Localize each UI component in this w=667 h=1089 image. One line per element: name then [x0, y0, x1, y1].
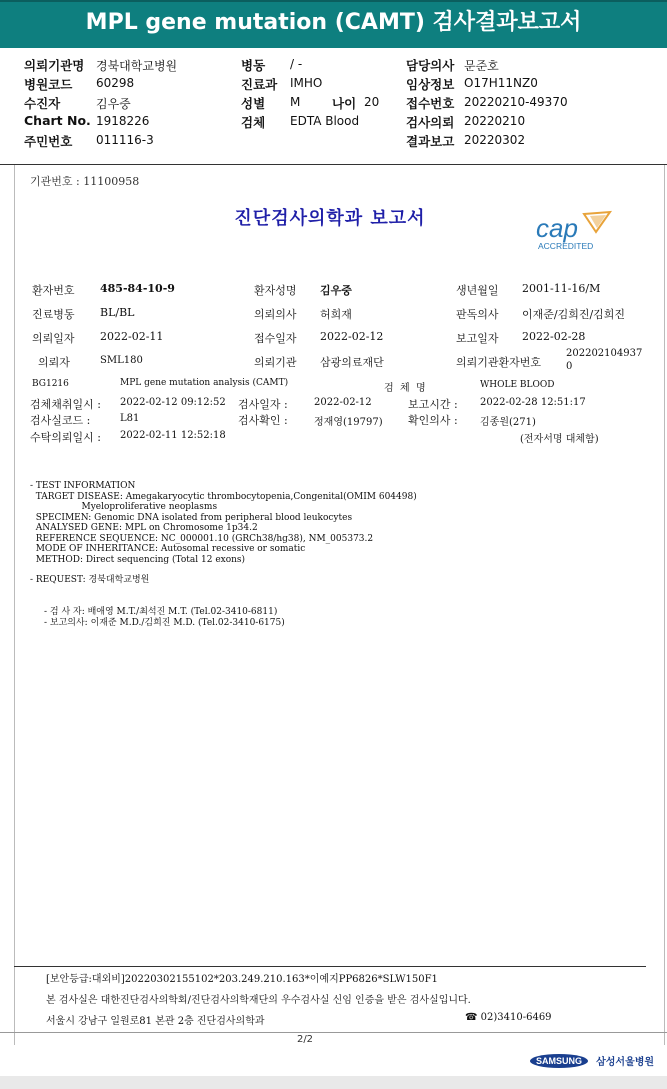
- label-requesting-institution: 의뢰기관명: [24, 58, 85, 73]
- value-ward: / -: [290, 57, 303, 71]
- staff-reporting-doctor: - 보고의사: 이재준 M.D./김희진 M.D. (Tel.02-3410-6175): [44, 618, 285, 628]
- test-info-inheritance: MODE OF INHERITANCE: Autosomal recessive or somatic: [30, 544, 306, 554]
- label-requester: 의뢰자: [38, 356, 70, 369]
- value-lab-code: L81: [120, 413, 140, 424]
- value-requesting-agency: 삼광의료재단: [320, 356, 384, 369]
- samsung-badge: SAMSUNG: [530, 1054, 588, 1068]
- label-requesting-doctor: 의뢰의사: [254, 308, 297, 321]
- label-chart-no: Chart No.: [24, 113, 91, 128]
- value-clinical-info: O17H11NZ0: [464, 76, 538, 90]
- test-info-target-disease: TARGET DISEASE: Amegakaryocytic thrombocytopenia,Congenital(OMIM 604498): [30, 491, 417, 502]
- label-patient-name: 환자성명: [254, 284, 297, 297]
- label-agency-patient-number: 의뢰기관환자번호: [456, 356, 542, 369]
- right-border: [664, 165, 665, 1045]
- value-chart-no: 1918226: [96, 114, 150, 128]
- value-consignment-time: 2022-02-11 12:52:18: [120, 430, 226, 441]
- label-test-date: 검사일자 :: [238, 398, 288, 411]
- footer-certification: 본 검사실은 대한진단검사의학회/진단검사의학재단의 우수검사실 신임 인증을 받은 검사실입니다.: [46, 995, 471, 1006]
- test-info-specimen: SPECIMEN: Genomic DNA isolated from peripheral blood leukocytes: [30, 512, 353, 523]
- label-result-report: 결과보고: [406, 134, 455, 149]
- value-department: IMHO: [290, 76, 323, 90]
- report-heading: 진단검사의학과 보고서: [234, 208, 426, 229]
- label-confirming-doctor: 확인의사 :: [408, 414, 458, 427]
- label-clinical-info: 임상정보: [406, 77, 455, 92]
- label-receipt-number: 접수번호: [406, 96, 455, 111]
- value-age: 20: [364, 95, 380, 109]
- test-code: BG1216: [32, 379, 69, 389]
- label-age: 나이: [332, 96, 357, 111]
- label-test-confirm: 검사확인 :: [238, 414, 288, 427]
- label-report-time: 보고시간 :: [408, 398, 458, 411]
- bottom-strip: [0, 1076, 667, 1089]
- value-report-date: 2022-02-28: [522, 330, 586, 343]
- label-receipt-date: 접수일자: [254, 332, 297, 345]
- value-requester: SML180: [100, 355, 143, 366]
- test-info-gene: ANALYSED GENE: MPL on Chromosome 1p34.2: [30, 523, 258, 533]
- label-specimen-name: 검 체 명: [384, 383, 426, 394]
- value-receipt-date: 2022-02-12: [320, 330, 384, 343]
- value-specimen: EDTA Blood: [290, 114, 360, 128]
- institution-number: 기관번호 : 11100958: [30, 175, 140, 188]
- value-agency-patient-number-line1: 202202104937: [566, 348, 643, 359]
- value-receipt-number: 20220210-49370: [464, 95, 568, 109]
- label-examinee: 수진자: [24, 96, 61, 111]
- label-hospital-code: 병원코드: [24, 77, 73, 92]
- label-ward: 병동: [241, 58, 266, 73]
- page-number: 2/2: [296, 1034, 314, 1045]
- value-result-report: 20220302: [464, 133, 526, 147]
- samsung-hospital-name: 삼성서울병원: [596, 1057, 655, 1068]
- value-hospital-code: 60298: [96, 76, 135, 90]
- value-report-time: 2022-02-28 12:51:17: [480, 397, 586, 408]
- value-birth-date: 2001-11-16/M: [522, 282, 601, 295]
- footer-address: 서울시 강남구 일원로81 본관 2층 진단검사의학과: [46, 1016, 265, 1027]
- test-info-reference: REFERENCE SEQUENCE: NC_000001.10 (GRCh38/hg38), NM_005373.2: [30, 533, 374, 544]
- value-test-confirm: 정재영(19797): [314, 417, 383, 428]
- value-patient-number: 485-84-10-9: [100, 282, 175, 295]
- label-test-request: 검사의뢰: [406, 115, 455, 130]
- value-collection-time: 2022-02-12 09:12:52: [120, 397, 226, 408]
- value-reading-doctor: 이재준/김희진/김희진: [522, 308, 626, 321]
- label-collection-time: 검체채취일시 :: [30, 398, 101, 411]
- value-examinee: 김우중: [96, 97, 131, 111]
- label-attending-doctor: 담당의사: [406, 58, 455, 73]
- value-ward-code: BL/BL: [100, 306, 135, 319]
- label-requesting-agency: 의뢰기관: [254, 356, 297, 369]
- left-border: [14, 165, 15, 1045]
- label-department: 진료과: [241, 77, 278, 92]
- value-test-request: 20220210: [464, 114, 526, 128]
- staff-tester: - 검 사 자: 배애영 M.T./최석진 M.T. (Tel.02-3410-6811): [44, 607, 278, 617]
- esign-note: (전자서명 대체함): [520, 434, 599, 445]
- value-patient-name: 김우중: [320, 284, 352, 297]
- label-specimen: 검체: [241, 115, 266, 130]
- value-attending-doctor: 문준호: [464, 59, 499, 73]
- label-report-date: 보고일자: [456, 332, 499, 345]
- label-resident-number: 주민번호: [24, 134, 73, 149]
- value-requesting-doctor: 허희재: [320, 308, 352, 321]
- test-info-method: METHOD: Direct sequencing (Total 12 exons): [30, 554, 246, 565]
- test-info-heading: - TEST INFORMATION: [30, 481, 136, 491]
- value-requesting-institution: 경북대학교병원: [96, 59, 178, 73]
- label-patient-number: 환자번호: [32, 284, 75, 297]
- test-info-target-disease-2: Myeloproliferative neoplasms: [30, 502, 218, 512]
- value-specimen-name: WHOLE BLOOD: [480, 380, 555, 390]
- value-test-date: 2022-02-12: [314, 397, 372, 408]
- value-resident-number: 011116-3: [96, 133, 154, 147]
- footer-security: [보안등급:대외비]20220302155102*203.249.210.163*이예지PP6826*SLW150F1: [46, 974, 438, 985]
- label-consignment-time: 수탁의뢰일시 :: [30, 431, 101, 444]
- footer-phone: ☎ 02)3410-6469: [465, 1012, 552, 1023]
- page-title: MPL gene mutation (CAMT) 검사결과보고서: [85, 10, 582, 35]
- header-divider: [0, 164, 667, 165]
- footer-divider: [0, 1032, 667, 1033]
- label-sex: 성별: [241, 96, 266, 111]
- cap-logo-icon: [534, 210, 624, 252]
- cap-accredited-logo: [534, 210, 624, 252]
- value-agency-patient-number-line2: 0: [566, 361, 573, 372]
- label-birth-date: 생년월일: [456, 284, 499, 297]
- cap-logo-text: cap: [536, 213, 578, 243]
- label-request-date: 의뢰일자: [32, 332, 75, 345]
- label-reading-doctor: 판독의사: [456, 308, 499, 321]
- label-ward-code: 진료병동: [32, 308, 75, 321]
- cap-logo-subtext: ACCREDITED: [538, 241, 594, 251]
- test-name: MPL gene mutation analysis (CAMT): [120, 378, 289, 388]
- label-lab-code: 검사실코드 :: [30, 414, 91, 427]
- value-confirming-doctor: 김종원(271): [480, 417, 536, 428]
- samsung-hospital-logo: [530, 1050, 654, 1070]
- value-sex: M: [290, 95, 301, 109]
- value-request-date: 2022-02-11: [100, 330, 164, 343]
- request-line: - REQUEST: 경북대학교병원: [30, 575, 150, 585]
